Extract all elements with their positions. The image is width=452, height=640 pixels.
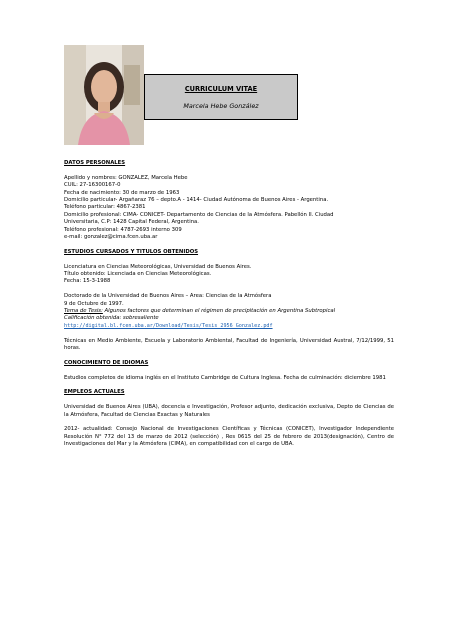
thesis-text: Algunos factores que determinan el régimen de precipitación en Argentina Subtropical bbox=[102, 308, 336, 315]
cv-content bbox=[64, 160, 394, 449]
personal-line: Teléfono particular: 4867-2381 bbox=[64, 204, 146, 211]
thesis-link[interactable]: http://digital.bl.fcen.uba.ar/Download/Tesis/Tesis_2956_Gonzalez.pdf bbox=[64, 322, 273, 329]
personal-line: Teléfono profesional: 4787-2693 interno 309 bbox=[64, 226, 182, 233]
email-line: e-mail: gonzalez@cima.fcen.uba.ar bbox=[64, 234, 158, 241]
section-heading-personal: DATOS PERSONALES bbox=[64, 160, 126, 166]
personal-line: Apellido y nombres: GONZALEZ, Marcela Hebe bbox=[64, 174, 188, 181]
section-heading-studies: ESTUDIOS CURSADOS Y TITULOS OBTENIDOS bbox=[64, 248, 199, 255]
thesis-label: Tema de Tesis: bbox=[64, 308, 103, 315]
study-line: Licenciatura en Ciencias Meteorológicas, Universidad de Buenos Aires. bbox=[64, 263, 252, 270]
cv-name: Marcela Hebe González bbox=[183, 102, 259, 110]
study-line: Fecha: 15-3-1988 bbox=[64, 278, 111, 285]
study-technical: Técnicas en Medio Ambiente, Escuela y Laboratorio Ambiental, Facultad de Ingeniería, Universidad Austral, 7/12/1999, 51 horas. bbox=[64, 337, 394, 352]
profile-photo bbox=[64, 45, 144, 145]
study-line: 9 de Octubre de 1997. bbox=[64, 300, 124, 307]
study-line: Título obtenido: Licenciada en Ciencias Meteorológicas. bbox=[64, 271, 212, 278]
section-heading-languages: CONOCIMIENTO DE IDIOMAS bbox=[64, 359, 149, 366]
study-line: Doctorado de la Universidad de Buenos Aires – Area: Ciencias de la Atmósfera bbox=[64, 293, 272, 300]
personal-line: Domicilio particular- Argañaraz 76 – depto.A - 1414- Ciudad Autónoma de Buenos Aires - Argentina. bbox=[64, 197, 329, 204]
job-uba: Universidad de Buenos Aires (UBA), docencia e Investigación, Profesor adjunto, dedicación exclusiva, Depto de Ciencias de la Atmósfera, Facultad de Ciencias Exactas y Naturales bbox=[64, 404, 394, 418]
personal-line: CUIL: 27-16300167-0 bbox=[64, 182, 121, 189]
job-conicet: 2012- actualidad: Consejo Nacional de Investigaciones Científicas y Técnicas (CONICET), Investigador Independiente Resolución N° 772 del 13 de marzo de 2012 (selección) , Res 0615 del 25 de febrero de 2013(designación), Centro de Investigaciones del Mar y la Atmósfera (CIMA), en compatibilidad con el cargo de UBA. bbox=[64, 426, 394, 448]
cv-title: CURRICULUM VITAE bbox=[184, 85, 258, 93]
personal-line: Universitaria, C.P: 1428 Capital Federal, Argentina. bbox=[64, 219, 199, 226]
title-box bbox=[144, 74, 298, 120]
personal-line: Domicilio profesional: CIMA- CONICET- Departamento de Ciencias de la Atmósfera. Pabellón II. Ciudad bbox=[64, 211, 334, 218]
section-heading-jobs: EMPLEOS ACTUALES bbox=[64, 389, 125, 396]
languages-text: Estudios completos de idioma inglés en el Instituto Cambridge de Cultura Inglesa. Fecha de culminación: diciembre 1981 bbox=[64, 374, 386, 381]
thesis-grade: Calificación obtenida: sobresaliente bbox=[64, 315, 159, 322]
personal-line: Fecha de nacimiento: 30 de marzo de 1963 bbox=[64, 189, 180, 196]
